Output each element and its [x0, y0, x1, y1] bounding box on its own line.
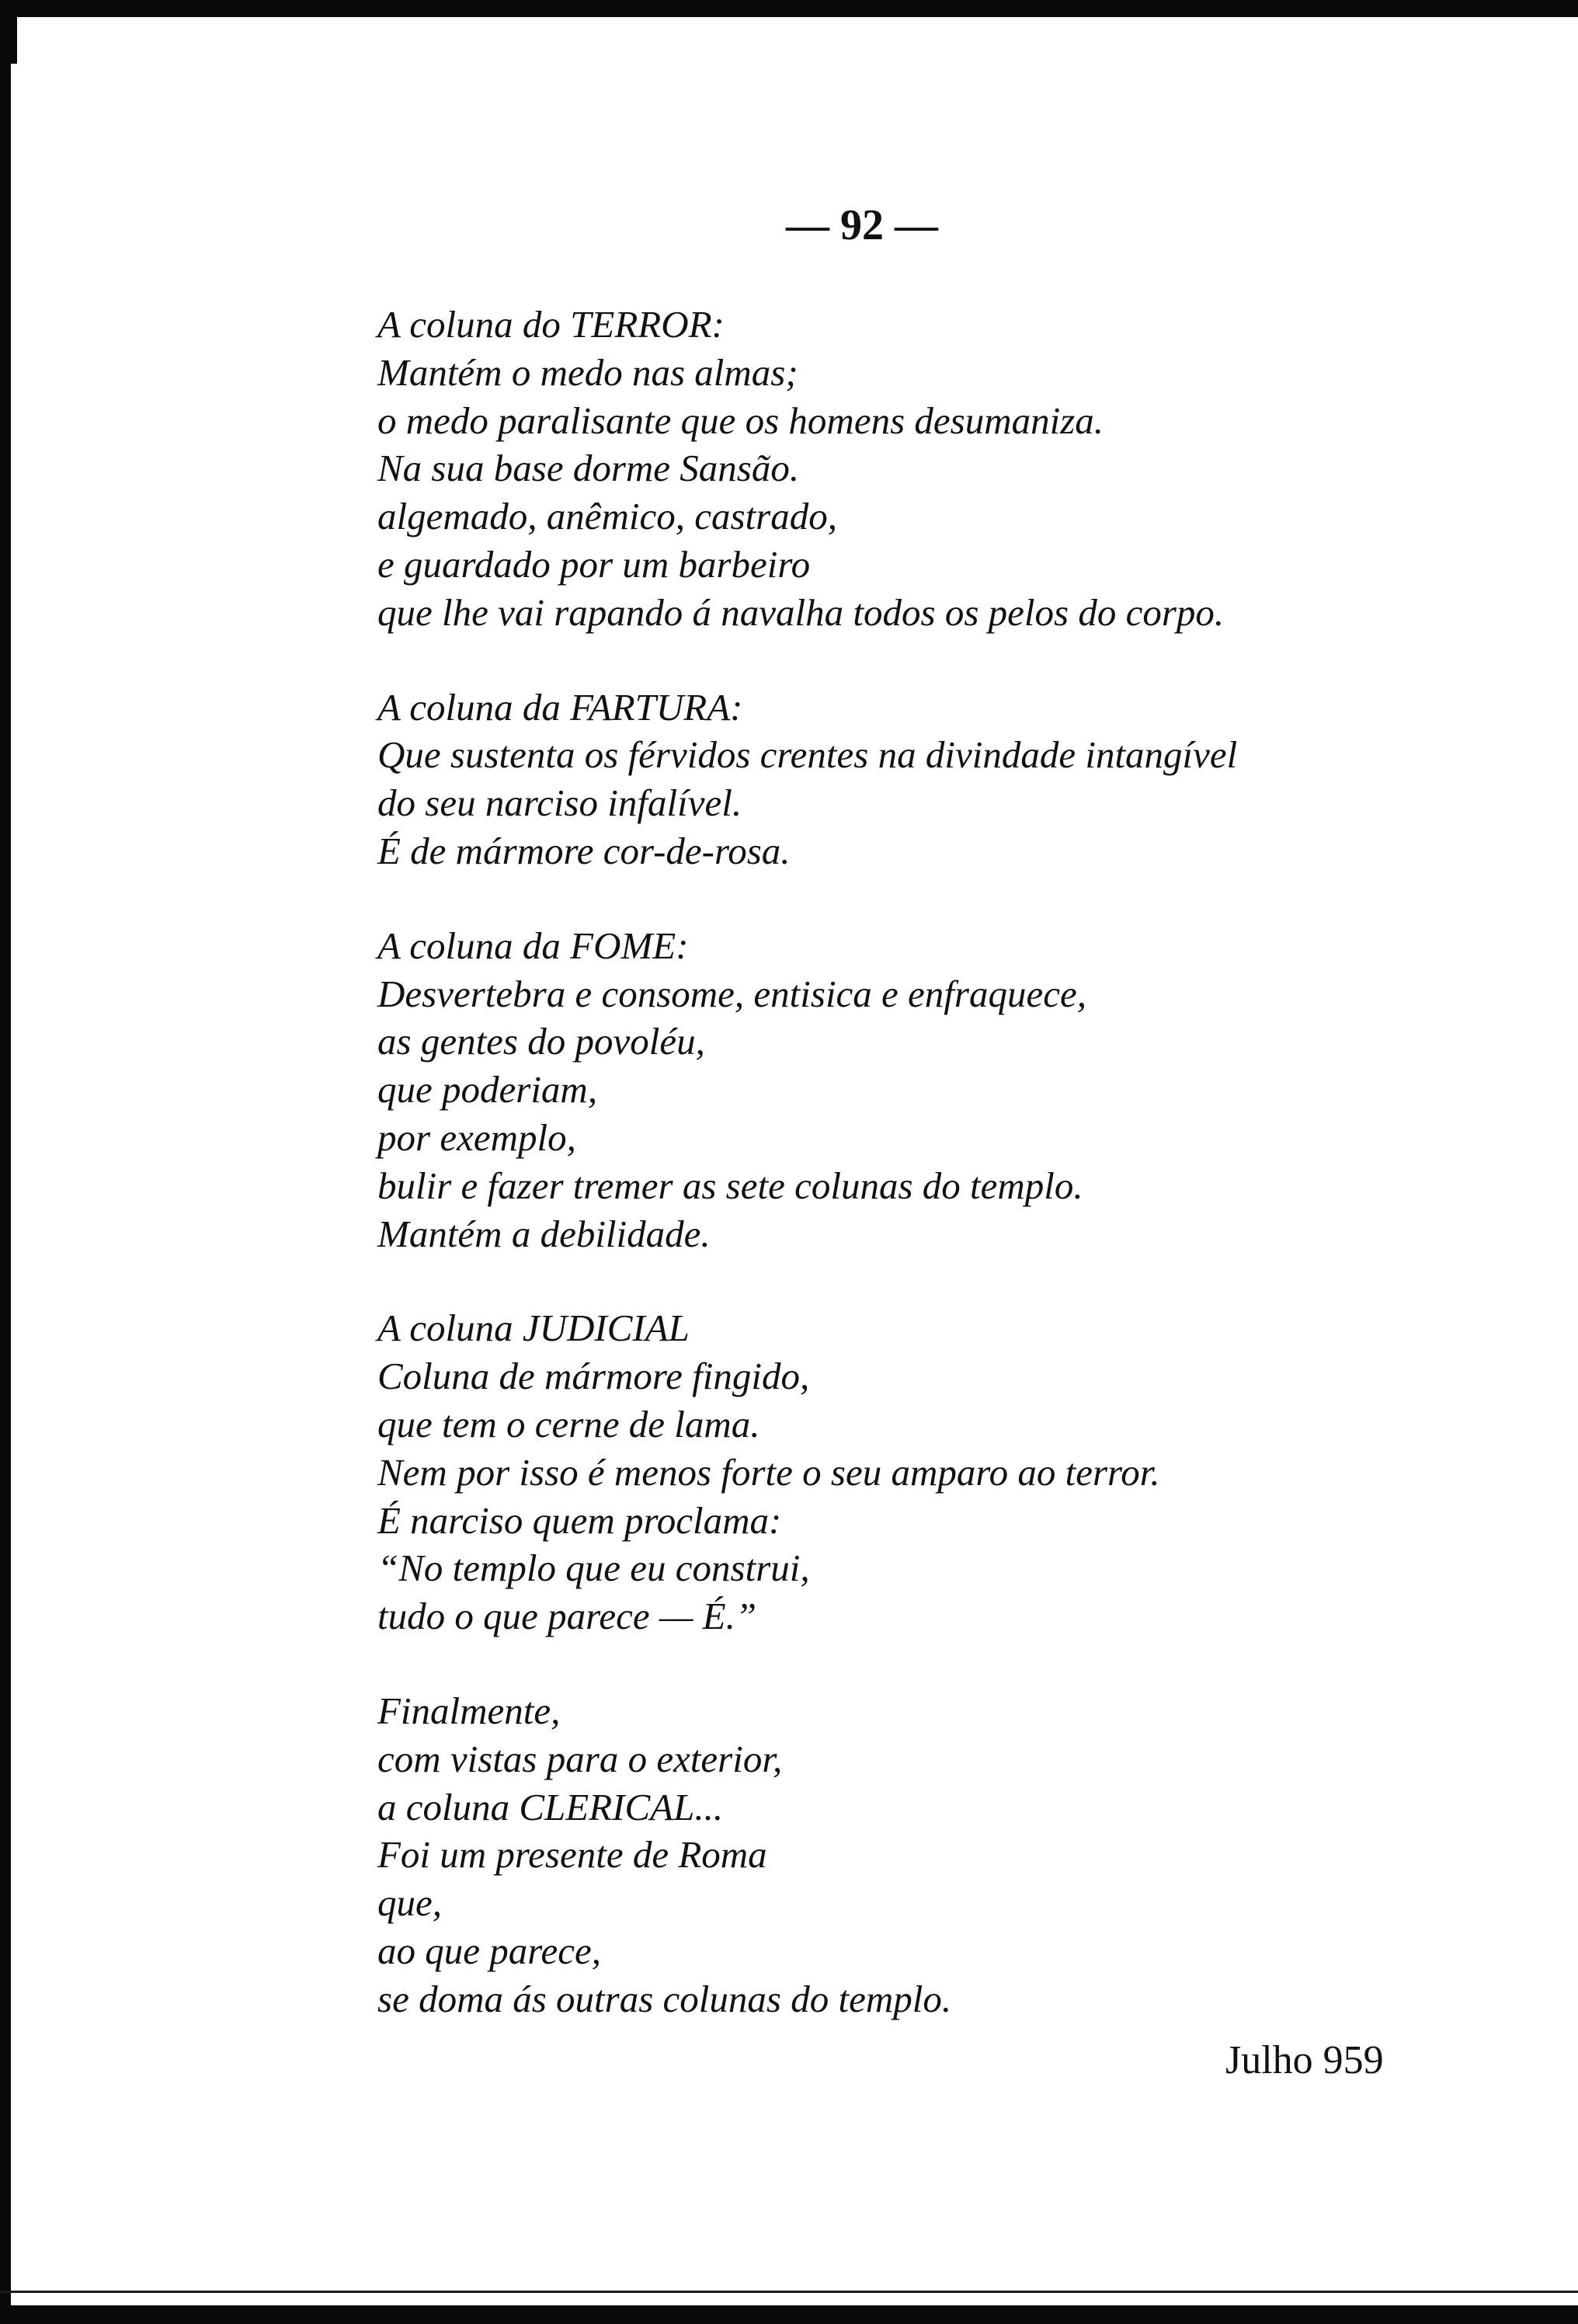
poem-line: Finalmente,	[377, 1689, 561, 1732]
poem-line: Que sustenta os férvidos crentes na divindade intangível	[377, 733, 1238, 777]
poem-line: Mantém a debilidade.	[377, 1212, 711, 1255]
stanza-terror	[377, 301, 1542, 637]
stanza-fartura	[377, 684, 1542, 875]
poem-date: Julho 959	[1225, 2038, 1384, 2082]
poem-line: A coluna da FARTURA:	[377, 685, 743, 729]
poem-line: Na sua base dorme Sansão.	[377, 447, 800, 490]
page-border-bottom-rule	[0, 2291, 1578, 2293]
poem-line: algemado, anêmico, castrado,	[377, 495, 837, 538]
poem-line: A coluna da FOME:	[377, 924, 689, 967]
poem-line: o medo paralisante que os homens desumaniza.	[377, 398, 1104, 442]
poem-line: se doma ás outras colunas do templo.	[377, 1977, 952, 2020]
poem-line: Nem por isso é menos forte o seu amparo ao terror.	[377, 1450, 1160, 1494]
poem-line: Mantém o medo nas almas;	[377, 350, 798, 394]
poem-line: É narciso quem proclama:	[377, 1498, 782, 1542]
page-number: — 92 —	[786, 201, 938, 249]
poem-line: Desvertebra e consome, entisica e enfraquece,	[377, 972, 1086, 1015]
page-border-left	[0, 0, 11, 2324]
poem-line: que tem o cerne de lama.	[377, 1402, 760, 1446]
poem-line: Coluna de mármore fingido,	[377, 1355, 810, 1398]
poem-body	[377, 301, 1542, 2070]
stanza-fome	[377, 922, 1542, 1258]
poem-line: do seu narciso infalível.	[377, 781, 742, 825]
poem-line: que lhe vai rapando á navalha todos os pelos do corpo.	[377, 590, 1225, 634]
poem-line: por exemplo,	[377, 1115, 576, 1159]
poem-line: A coluna JUDICIAL	[377, 1306, 690, 1350]
poem-line: tudo o que parece — É.”	[377, 1595, 757, 1638]
poem-line: com vistas para o exterior,	[377, 1737, 783, 1780]
poem-line: a coluna CLERICAL...	[377, 1785, 724, 1828]
poem-line: Foi um presente de Roma	[377, 1833, 767, 1877]
poem-line: É de mármore cor-de-rosa.	[377, 829, 791, 872]
poem-line: A coluna do TERROR:	[377, 303, 725, 346]
poem-line: as gentes do povoléu,	[377, 1020, 705, 1063]
poem-line: bulir e fazer tremer as sete colunas do templo.	[377, 1164, 1083, 1207]
poem-line: que,	[377, 1881, 442, 1925]
poem-line: que poderiam,	[377, 1068, 598, 1112]
stanza-judicial	[377, 1304, 1542, 1640]
page-border-corner	[11, 17, 17, 64]
poem-line: ao que parece,	[377, 1929, 601, 1972]
poem-line: e guardado por um barbeiro	[377, 542, 811, 586]
poem-line: “No templo que eu construi,	[377, 1546, 810, 1590]
stanza-clerical	[377, 1687, 1542, 2023]
page-border-bottom	[0, 2305, 1578, 2324]
page-border-top	[0, 0, 1578, 17]
